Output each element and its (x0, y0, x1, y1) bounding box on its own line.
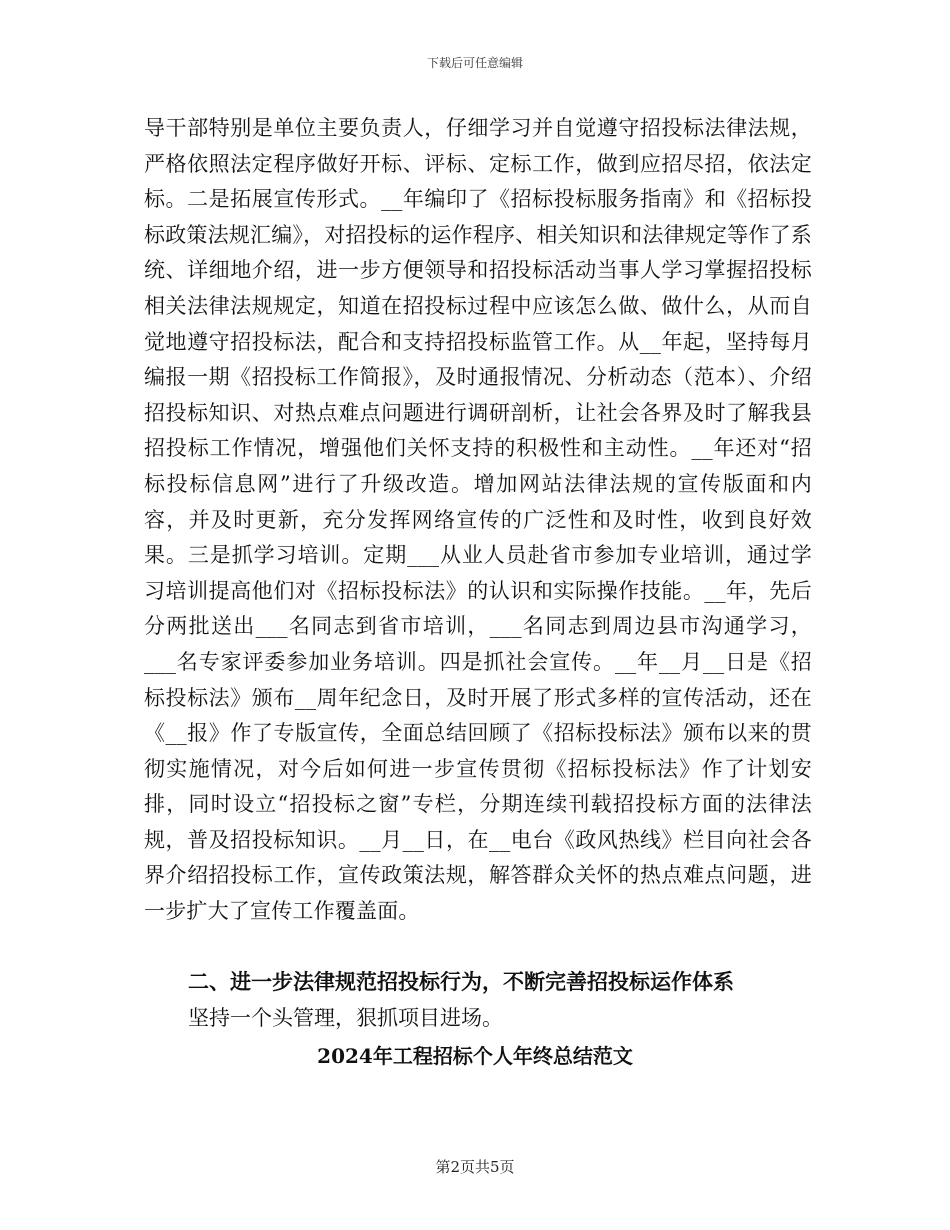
body-paragraph-container (144, 111, 812, 930)
header-note: 下载后可任意编辑 (426, 56, 523, 70)
section-lead-text: 坚持一个头管理，狠抓项目进场。 (188, 1006, 503, 1030)
section-heading: 二、进一步法律规范招投标行为，不断完善招投标运作体系 (188, 969, 734, 994)
document-title: 2024年工程招标个人年终总结范文 (317, 1044, 633, 1068)
page-number: 第2页共5页 (435, 1158, 515, 1176)
body-paragraph: 导干部特别是单位主要负责人，仔细学习并自觉遵守招投标法律法规，严格依照法定程序做好开标、评标、定标工作，做到应招尽招，依法定标。二是拓展宣传形式。__年编印了《招标投标服务指南》和《招标投标政策法规汇编》，对招投标的运作程序、相关知识和法律规定等作了系统、详细地介绍，进一步方便领导和招投标活动当事人学习掌握招投标相关法律法规规定，知道在招投标过程中应该怎么做、做什么，从而自觉地遵守招投标法，配合和支持招投标监管工作。从__年起，坚持每月编报一期《招投标工作简报》，及时通报情况、分析动态（范本）、介绍招投标知识、对热点难点问题进行调研剖析，让社会各界及时了解我县招投标工作情况，增强他们关怀支持的积极性和主动性。__年还对“招标投标信息网”进行了升级改造。增加网站法律法规的宣传版面和内容，并及时更新，充分发挥网络宣传的广泛性和及时性，收到良好效果。三是抓学习培训。定期___从业人员赴省市参加专业培训，通过学习培训提高他们对《招标投标法》的认识和实际操作技能。__年，先后分两批送出___名同志到省市培训，___名同志到周边县市沟通学习，___名专家评委参加业务培训。四是抓社会宣传。__年__月__日是《招标投标法》颁布__周年纪念日，及时开展了形式多样的宣传活动，还在《__报》作了专版宣传，全面总结回顾了《招标投标法》颁布以来的贯彻实施情况，对今后如何进一步宣传贯彻《招标投标法》作了计划安排，同时设立“招投标之窗”专栏，分期连续刊载招投标方面的法律法规，普及招投标知识。__月__日，在__电台《政风热线》栏目向社会各界介绍招投标工作，宣传政策法规，解答群众关怀的热点难点问题，进一步扩大了宣传工作覆盖面。 (144, 116, 812, 924)
